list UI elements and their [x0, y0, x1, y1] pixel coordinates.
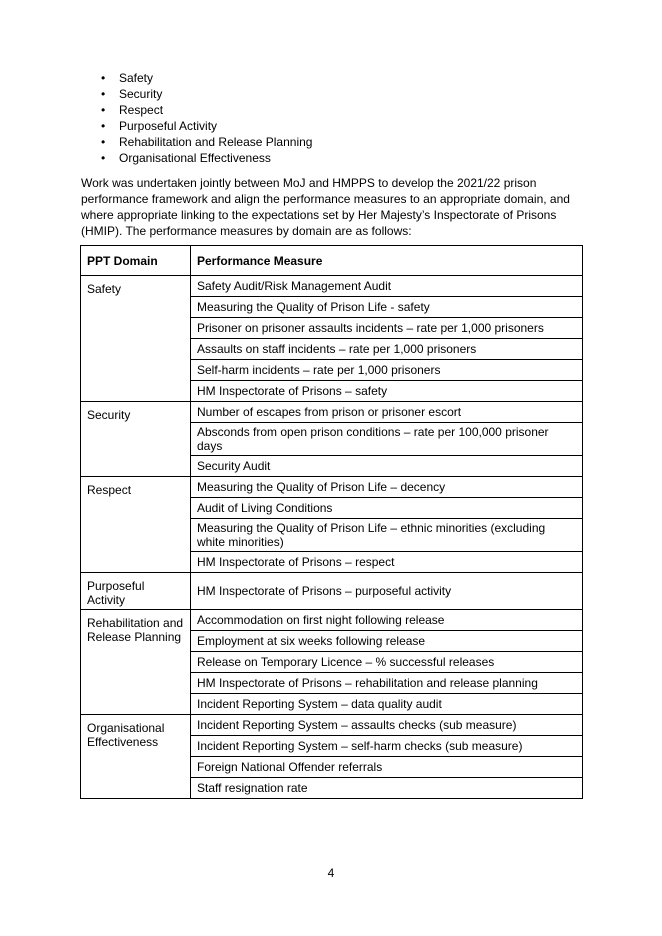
measure-cell: Assaults on staff incidents – rate per 1,000 prisoners — [191, 339, 583, 360]
list-item: • Purposeful Activity — [101, 119, 218, 133]
measure-cell: Prisoner on prisoner assaults incidents – rate per 1,000 prisoners — [191, 318, 583, 339]
measure-cell: Audit of Living Conditions — [191, 498, 583, 519]
bullet-icon: • — [101, 103, 106, 117]
table-row — [81, 573, 583, 610]
bullet-icon: • — [101, 71, 106, 85]
performance-measures-table — [80, 245, 583, 799]
measure-cell: Security Audit — [191, 456, 583, 477]
table-row — [81, 477, 583, 498]
measure-cell: Safety Audit/Risk Management Audit — [191, 276, 583, 297]
measure-cell: Measuring the Quality of Prison Life - safety — [191, 297, 583, 318]
measure-cell: Number of escapes from prison or prisoner escort — [191, 402, 583, 423]
domain-cell: Security — [81, 402, 191, 477]
table-row — [81, 276, 583, 297]
measure-cell: Incident Reporting System – data quality audit — [191, 694, 583, 715]
table-header-row — [81, 246, 583, 276]
bullet-icon: • — [101, 151, 106, 165]
header-performance-measure: Performance Measure — [191, 246, 583, 276]
measure-cell: Release on Temporary Licence – % successful releases — [191, 652, 583, 673]
domain-cell: Purposeful Activity — [81, 573, 191, 610]
measure-cell: Absconds from open prison conditions – rate per 100,000 prisoner days — [191, 423, 583, 456]
measure-cell: HM Inspectorate of Prisons – safety — [191, 381, 583, 402]
domain-cell: Organisational Effectiveness — [81, 715, 191, 799]
bullet-icon: • — [101, 87, 106, 101]
measure-cell: Foreign National Offender referrals — [191, 757, 583, 778]
list-item: • Respect — [101, 103, 164, 117]
list-item: • Organisational Effectiveness — [101, 151, 271, 165]
domain-cell: Safety — [81, 276, 191, 402]
measure-cell: Accommodation on first night following release — [191, 610, 583, 631]
domain-bullet-list — [101, 70, 312, 166]
list-item: • Rehabilitation and Release Planning — [101, 135, 313, 149]
measure-cell: Self-harm incidents – rate per 1,000 prisoners — [191, 360, 583, 381]
intro-paragraph: Work was undertaken jointly between MoJ and HMPPS to develop the 2021/22 prison performance framework and align the performance measures to an appropriate domain, and where appropriate linking to the expectations set by Her Majesty’s Inspectorate of Prisons (HMIP). The performance measures by domain are as follows: — [81, 176, 570, 238]
table-row — [81, 610, 583, 631]
table-row — [81, 715, 583, 736]
measure-cell: Measuring the Quality of Prison Life – decency — [191, 477, 583, 498]
list-item: • Safety — [101, 71, 154, 85]
header-ppt-domain: PPT Domain — [81, 246, 191, 276]
list-item: • Security — [101, 87, 163, 101]
measure-cell: HM Inspectorate of Prisons – rehabilitation and release planning — [191, 673, 583, 694]
domain-cell: Respect — [81, 477, 191, 573]
bullet-icon: • — [101, 135, 106, 149]
measure-cell: HM Inspectorate of Prisons – respect — [191, 552, 583, 573]
measure-cell: HM Inspectorate of Prisons – purposeful activity — [191, 573, 583, 610]
measure-cell: Incident Reporting System – assaults checks (sub measure) — [191, 715, 583, 736]
table-row — [81, 402, 583, 423]
page-number: 4 — [327, 866, 335, 880]
domain-cell: Rehabilitation and Release Planning — [81, 610, 191, 715]
measure-cell: Employment at six weeks following release — [191, 631, 583, 652]
measure-cell: Incident Reporting System – self-harm checks (sub measure) — [191, 736, 583, 757]
bullet-icon: • — [101, 119, 106, 133]
measure-cell: Staff resignation rate — [191, 778, 583, 799]
measure-cell: Measuring the Quality of Prison Life – ethnic minorities (excluding white minorities) — [191, 519, 583, 552]
